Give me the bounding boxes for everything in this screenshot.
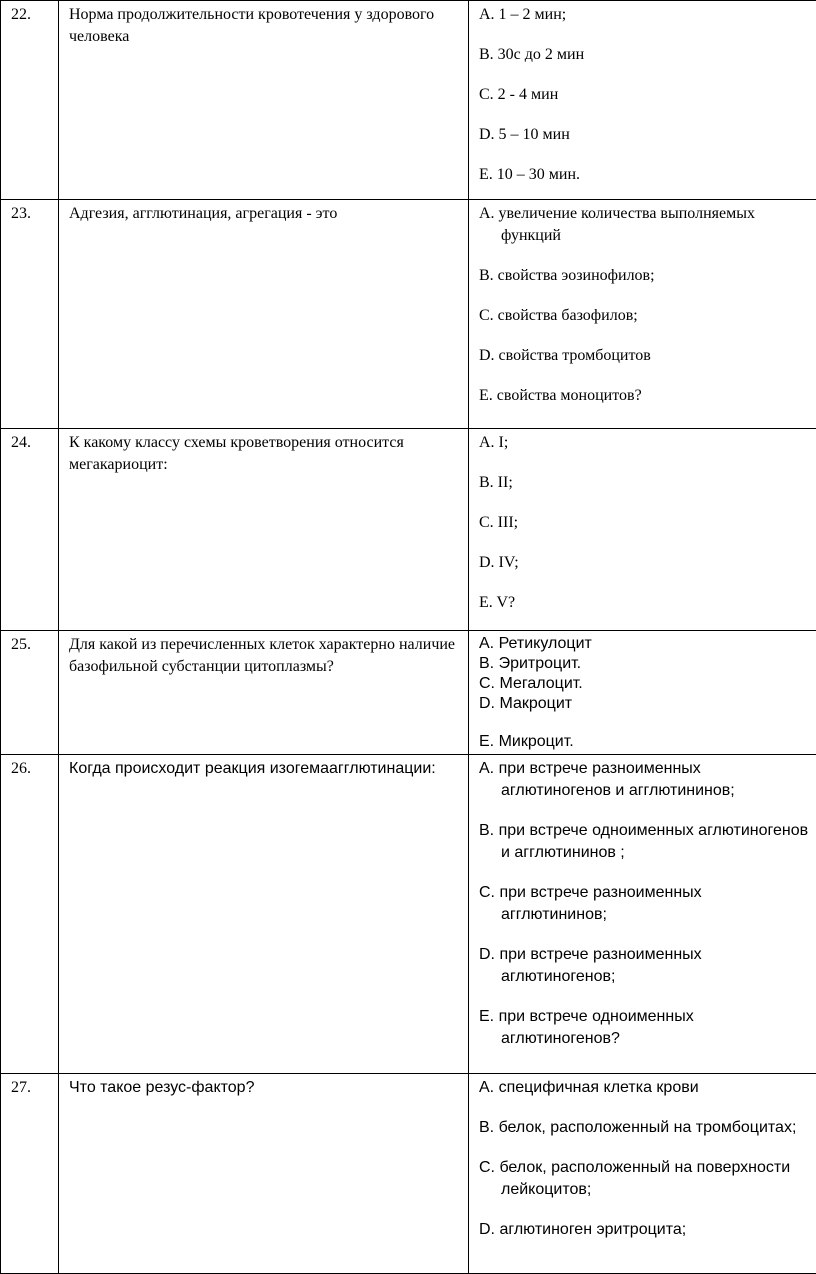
- option-a: A. при встрече разноименных аглютиногенов и агглютининов;: [479, 758, 810, 802]
- option-a: A. 1 – 2 мин;: [479, 4, 810, 26]
- question-row-23: [1, 200, 816, 429]
- question-text: Что такое резус-фактор?: [59, 1074, 469, 1274]
- question-number: 27.: [1, 1074, 59, 1274]
- question-row-22: [1, 1, 816, 200]
- question-number: 24.: [1, 429, 59, 631]
- answer-options: [469, 200, 816, 429]
- option-e: E. Микроцит.: [479, 732, 810, 752]
- option-a: A. I;: [479, 432, 810, 454]
- question-row-24: [1, 429, 816, 631]
- question-row-25: [1, 631, 816, 755]
- option-e: E. свойства моноцитов?: [479, 385, 810, 407]
- option-c: C. Мегалоцит.: [479, 674, 810, 694]
- question-row-26: [1, 755, 816, 1074]
- option-b: B. при встрече одноименных аглютиногенов и агглютининов ;: [479, 820, 810, 864]
- option-a: A. Ретикулоцит: [479, 634, 810, 654]
- option-b: B. Эритроцит.: [479, 654, 810, 674]
- answer-options: [469, 755, 816, 1074]
- option-c: C. III;: [479, 512, 810, 534]
- answer-options: [469, 1, 816, 200]
- question-number: 22.: [1, 1, 59, 200]
- question-text: Адгезия, агглютинация, агрегация - это: [59, 200, 469, 429]
- option-b: B. белок, расположенный на тромбоцитах;: [479, 1117, 810, 1139]
- option-c: C. свойства базофилов;: [479, 305, 810, 327]
- question-text: Когда происходит реакция изогемаагглютинации:: [59, 755, 469, 1074]
- option-c: C. 2 - 4 мин: [479, 84, 810, 106]
- option-e: E. при встрече одноименных аглютиногенов?: [479, 1006, 810, 1050]
- option-a: A. специфичная клетка крови: [479, 1077, 810, 1099]
- question-text: К какому классу схемы кроветворения относится мегакариоцит:: [59, 429, 469, 631]
- option-a: A. увеличение количества выполняемых функций: [479, 203, 810, 247]
- answer-options: [469, 1074, 816, 1274]
- option-e: E. 10 – 30 мин.: [479, 164, 810, 186]
- question-row-27: [1, 1074, 816, 1274]
- answer-options: [469, 631, 816, 755]
- option-d: D. IV;: [479, 552, 810, 574]
- question-number: 25.: [1, 631, 59, 755]
- option-c: C. белок, расположенный на поверхности лейкоцитов;: [479, 1157, 810, 1201]
- option-d: D. свойства тромбоцитов: [479, 345, 810, 367]
- option-d: D. аглютиноген эритроцита;: [479, 1219, 810, 1241]
- option-b: B. II;: [479, 472, 810, 494]
- question-text: Для какой из перечисленных клеток характерно наличие базофильной субстанции цитоплазмы?: [59, 631, 469, 755]
- question-number: 26.: [1, 755, 59, 1074]
- option-d: D. при встрече разноименных аглютиногенов;: [479, 944, 810, 988]
- option-e: E. V?: [479, 592, 810, 614]
- option-d: D. Макроцит: [479, 694, 810, 714]
- option-d: D. 5 – 10 мин: [479, 124, 810, 146]
- option-b: B. 30с до 2 мин: [479, 44, 810, 66]
- question-number: 23.: [1, 200, 59, 429]
- option-b: B. свойства эозинофилов;: [479, 265, 810, 287]
- answer-options: [469, 429, 816, 631]
- option-c: C. при встрече разноименных агглютининов;: [479, 882, 810, 926]
- question-text: Норма продолжительности кровотечения у здорового человека: [59, 1, 469, 200]
